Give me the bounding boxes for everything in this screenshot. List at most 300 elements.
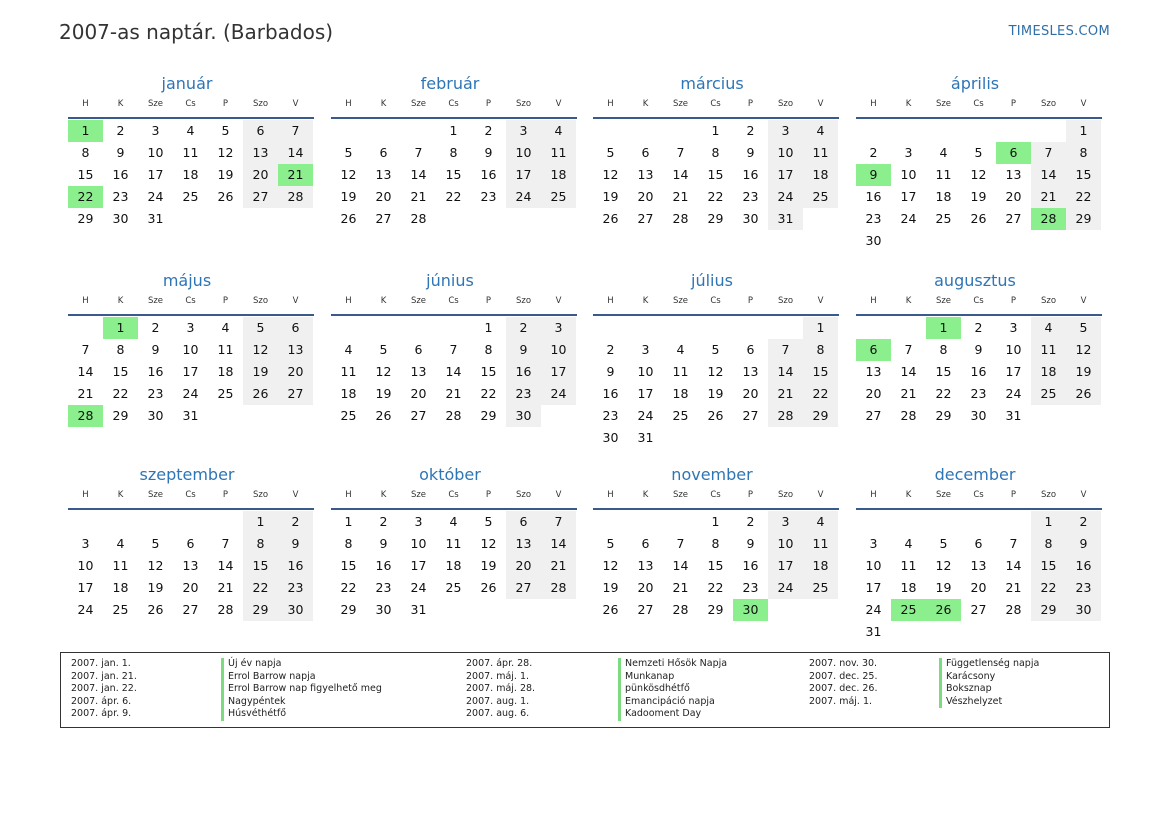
day-cell: 18 [112, 580, 129, 595]
day-cell: 18 [803, 164, 838, 186]
day-cell: 16 [278, 555, 313, 577]
weekday-label: Cs [448, 490, 459, 500]
empty-day-cell [856, 511, 891, 533]
day-cell: 26 [147, 602, 164, 617]
day-cell: 22 [243, 577, 278, 599]
day-cell: 12 [935, 558, 952, 573]
day-cell: 27 [182, 602, 199, 617]
empty-day-cell [138, 511, 173, 533]
day-cell: 19 [970, 189, 987, 204]
day-cell: 23 [865, 211, 882, 226]
month-name: január [161, 74, 213, 93]
day-cell: 15 [445, 167, 462, 182]
day-cell: 24 [77, 602, 94, 617]
weekday-label: K [905, 99, 912, 109]
weekday-label: K [380, 99, 387, 109]
day-cell: 25 [112, 602, 129, 617]
holiday-date: 2007. ápr. 6. [71, 695, 132, 707]
day-cell: 24 [768, 577, 803, 599]
weekday-label: V [817, 296, 824, 306]
day-cell: 7 [676, 536, 685, 551]
day-cell: 9 [484, 145, 493, 160]
day-cell: 17 [182, 364, 199, 379]
weekday-label: Cs [973, 99, 984, 109]
empty-day-cell [996, 511, 1031, 533]
weekday-label: K [380, 296, 387, 306]
day-cell: 16 [970, 364, 987, 379]
weekday-label: Sze [935, 296, 952, 306]
weekday-label: V [1080, 490, 1087, 500]
day-cell: 26 [340, 211, 357, 226]
day-cell: 12 [147, 558, 164, 573]
day-cell: 29 [243, 599, 278, 621]
day-cell: 14 [541, 533, 576, 555]
holiday-name: Nemzeti Hősök Napja [618, 658, 727, 671]
day-cell: 13 [637, 558, 654, 573]
weekday-label: Sze [935, 99, 952, 109]
day-cell: 2 [746, 514, 755, 529]
month-calendar [856, 464, 1102, 643]
day-cell: 4 [1031, 317, 1066, 339]
day-cell: 18 [541, 164, 576, 186]
day-cell: 27 [278, 383, 313, 405]
day-cell: 22 [480, 386, 497, 401]
holiday-date: 2007. dec. 26. [809, 683, 878, 695]
empty-day-cell [366, 317, 401, 339]
day-cell: 23 [278, 577, 313, 599]
day-cell: 1 [711, 514, 720, 529]
day-cell: 6 [746, 342, 755, 357]
day-cell: 30 [506, 405, 541, 427]
day-cell: 23 [506, 383, 541, 405]
weekday-label: H [607, 296, 614, 306]
day-cell: 14 [672, 558, 689, 573]
holiday-date: 2007. máj. 1. [466, 670, 530, 682]
day-cell: 11 [112, 558, 129, 573]
empty-day-cell [366, 120, 401, 142]
day-cell: 2 [746, 123, 755, 138]
day-cell: 23 [742, 580, 759, 595]
day-cell: 22 [340, 580, 357, 595]
day-cell: 17 [865, 580, 882, 595]
month-calendar [856, 270, 1102, 427]
holiday-name: Karácsony [939, 671, 995, 684]
day-cell: 18 [900, 580, 917, 595]
weekday-label: Cs [973, 296, 984, 306]
day-cell: 10 [77, 558, 94, 573]
day-cell: 28 [1005, 602, 1022, 617]
holiday-name: Húsvéthétfő [221, 708, 286, 721]
day-grid [593, 511, 838, 621]
day-cell: 22 [112, 386, 129, 401]
day-cell: 27 [637, 602, 654, 617]
day-cell: 22 [1031, 577, 1066, 599]
day-grid [68, 511, 313, 621]
day-cell: 24 [182, 386, 199, 401]
empty-day-cell [961, 511, 996, 533]
day-cell: 4 [344, 342, 353, 357]
day-cell: 10 [637, 364, 654, 379]
day-cell: 1 [711, 123, 720, 138]
day-cell: 7 [1009, 536, 1018, 551]
weekday-label: V [292, 296, 299, 306]
holiday-day-cell: 6 [856, 339, 891, 361]
holiday-date: 2007. aug. 1. [466, 695, 530, 707]
day-cell: 4 [449, 514, 458, 529]
day-cell: 4 [541, 120, 576, 142]
day-cell: 9 [746, 145, 755, 160]
day-cell: 17 [77, 580, 94, 595]
day-cell: 19 [243, 361, 278, 383]
day-cell: 8 [116, 342, 125, 357]
day-cell: 20 [1005, 189, 1022, 204]
weekday-label: Sze [147, 296, 164, 306]
day-cell: 17 [637, 386, 654, 401]
day-cell: 10 [768, 533, 803, 555]
weekday-label: V [292, 99, 299, 109]
day-cell: 16 [742, 167, 759, 182]
holiday-day-cell: 25 [891, 599, 926, 621]
day-cell: 15 [935, 364, 952, 379]
day-cell: 4 [116, 536, 125, 551]
empty-day-cell [996, 120, 1031, 142]
day-cell: 3 [541, 317, 576, 339]
holiday-day-cell: 9 [856, 164, 891, 186]
day-cell: 8 [711, 536, 720, 551]
day-cell: 19 [340, 189, 357, 204]
day-cell: 21 [672, 189, 689, 204]
day-cell: 7 [278, 120, 313, 142]
day-cell: 15 [1066, 164, 1101, 186]
empty-day-cell [173, 511, 208, 533]
day-cell: 30 [278, 599, 313, 621]
day-cell: 4 [221, 320, 230, 335]
weekday-label: V [555, 296, 562, 306]
empty-day-cell [68, 317, 103, 339]
day-cell: 12 [375, 364, 392, 379]
empty-day-cell [926, 511, 961, 533]
day-cell: 6 [278, 317, 313, 339]
day-cell: 5 [711, 342, 720, 357]
weekday-label: Szo [515, 490, 532, 500]
weekday-label: V [817, 99, 824, 109]
empty-day-cell [331, 120, 366, 142]
weekday-label: P [485, 99, 492, 109]
holiday-day-cell: 6 [996, 142, 1031, 164]
day-cell: 12 [707, 364, 724, 379]
day-cell: 27 [637, 211, 654, 226]
day-grid [856, 511, 1101, 643]
day-cell: 20 [410, 386, 427, 401]
day-cell: 28 [410, 211, 427, 226]
day-cell: 30 [970, 408, 987, 423]
weekday-label: Sze [672, 99, 689, 109]
weekday-header [856, 295, 1102, 316]
day-cell: 1 [449, 123, 458, 138]
day-cell: 29 [707, 602, 724, 617]
day-cell: 22 [707, 580, 724, 595]
day-cell: 10 [900, 167, 917, 182]
day-cell: 1 [1031, 511, 1066, 533]
day-cell: 29 [707, 211, 724, 226]
day-cell: 30 [742, 211, 759, 226]
day-cell: 4 [186, 123, 195, 138]
day-cell: 9 [506, 339, 541, 361]
day-cell: 23 [375, 580, 392, 595]
holiday-name: Boksznap [939, 683, 992, 696]
day-cell: 5 [221, 123, 230, 138]
day-cell: 23 [480, 189, 497, 204]
weekday-label: P [485, 490, 492, 500]
day-cell: 10 [410, 536, 427, 551]
empty-day-cell [401, 317, 436, 339]
weekday-label: Szo [777, 490, 794, 500]
weekday-label: Szo [252, 296, 269, 306]
day-cell: 14 [278, 142, 313, 164]
day-cell: 11 [182, 145, 199, 160]
month-calendar [331, 270, 577, 427]
day-cell: 31 [147, 211, 164, 226]
day-cell: 4 [939, 145, 948, 160]
day-cell: 22 [445, 189, 462, 204]
day-cell: 1 [803, 317, 838, 339]
day-cell: 1 [243, 511, 278, 533]
weekday-label: Sze [147, 99, 164, 109]
weekday-label: P [747, 490, 754, 500]
day-cell: 27 [506, 577, 541, 599]
day-cell: 18 [803, 555, 838, 577]
day-cell: 2 [484, 123, 493, 138]
month-calendar [593, 270, 839, 449]
day-cell: 19 [707, 386, 724, 401]
weekday-label: Cs [710, 296, 721, 306]
day-cell: 21 [445, 386, 462, 401]
day-cell: 20 [182, 580, 199, 595]
weekday-label: P [747, 99, 754, 109]
day-cell: 7 [414, 145, 423, 160]
day-cell: 19 [1066, 361, 1101, 383]
day-cell: 8 [81, 145, 90, 160]
day-cell: 5 [344, 145, 353, 160]
day-cell: 15 [243, 555, 278, 577]
day-cell: 17 [147, 167, 164, 182]
weekday-label: Cs [185, 296, 196, 306]
day-cell: 16 [112, 167, 129, 182]
weekday-label: Sze [935, 490, 952, 500]
day-cell: 5 [974, 145, 983, 160]
weekday-label: H [870, 490, 877, 500]
day-cell: 31 [410, 602, 427, 617]
empty-day-cell [68, 511, 103, 533]
day-cell: 2 [869, 145, 878, 160]
day-cell: 2 [974, 320, 983, 335]
weekday-label: H [82, 296, 89, 306]
day-cell: 2 [606, 342, 615, 357]
day-cell: 9 [151, 342, 160, 357]
day-cell: 11 [935, 167, 952, 182]
day-cell: 28 [217, 602, 234, 617]
day-cell: 19 [147, 580, 164, 595]
empty-day-cell [628, 511, 663, 533]
day-cell: 26 [1066, 383, 1101, 405]
day-cell: 16 [506, 361, 541, 383]
day-cell: 25 [445, 580, 462, 595]
day-cell: 20 [637, 580, 654, 595]
day-cell: 2 [379, 514, 388, 529]
day-cell: 8 [1031, 533, 1066, 555]
empty-day-cell [663, 511, 698, 533]
weekday-label: P [222, 296, 229, 306]
day-cell: 3 [869, 536, 878, 551]
day-cell: 18 [672, 386, 689, 401]
weekday-label: H [345, 99, 352, 109]
empty-day-cell [856, 120, 891, 142]
day-cell: 11 [445, 536, 462, 551]
day-cell: 8 [939, 342, 948, 357]
weekday-label: H [82, 490, 89, 500]
month-calendar [68, 270, 314, 427]
day-cell: 17 [541, 361, 576, 383]
day-cell: 30 [375, 602, 392, 617]
day-cell: 19 [480, 558, 497, 573]
day-cell: 8 [243, 533, 278, 555]
day-cell: 6 [243, 120, 278, 142]
weekday-label: P [747, 296, 754, 306]
weekday-label: H [870, 99, 877, 109]
day-cell: 22 [803, 383, 838, 405]
day-cell: 15 [1031, 555, 1066, 577]
day-cell: 3 [768, 120, 803, 142]
empty-day-cell [593, 120, 628, 142]
day-cell: 20 [243, 164, 278, 186]
weekday-label: Szo [1040, 99, 1057, 109]
day-cell: 3 [414, 514, 423, 529]
day-cell: 7 [449, 342, 458, 357]
day-cell: 27 [410, 408, 427, 423]
day-cell: 7 [541, 511, 576, 533]
day-cell: 28 [541, 577, 576, 599]
day-cell: 23 [970, 386, 987, 401]
weekday-label: Szo [777, 99, 794, 109]
day-cell: 12 [480, 536, 497, 551]
holiday-name: Munkanap [618, 671, 674, 684]
day-cell: 2 [116, 123, 125, 138]
day-cell: 29 [112, 408, 129, 423]
day-cell: 19 [935, 580, 952, 595]
day-cell: 20 [865, 386, 882, 401]
empty-day-cell [733, 317, 768, 339]
day-cell: 10 [541, 339, 576, 361]
day-cell: 20 [742, 386, 759, 401]
day-cell: 8 [484, 342, 493, 357]
holiday-day-cell: 26 [926, 599, 961, 621]
day-cell: 18 [935, 189, 952, 204]
day-cell: 31 [182, 408, 199, 423]
day-cell: 26 [602, 211, 619, 226]
weekday-label: P [1010, 296, 1017, 306]
holiday-name: Errol Barrow nap figyelhető meg [221, 683, 382, 696]
day-cell: 8 [449, 145, 458, 160]
day-cell: 30 [865, 233, 882, 248]
day-cell: 23 [147, 386, 164, 401]
empty-day-cell [961, 120, 996, 142]
day-cell: 29 [77, 211, 94, 226]
empty-day-cell [208, 511, 243, 533]
day-cell: 6 [379, 145, 388, 160]
day-cell: 15 [707, 558, 724, 573]
holiday-day-cell: 30 [733, 599, 768, 621]
day-cell: 12 [340, 167, 357, 182]
day-cell: 14 [1031, 164, 1066, 186]
day-cell: 21 [217, 580, 234, 595]
day-cell: 15 [707, 167, 724, 182]
day-cell: 12 [602, 558, 619, 573]
day-grid [331, 120, 576, 230]
day-cell: 22 [707, 189, 724, 204]
holiday-date: 2007. aug. 6. [466, 708, 530, 720]
day-grid [593, 317, 838, 449]
day-cell: 16 [147, 364, 164, 379]
day-cell: 16 [602, 386, 619, 401]
day-cell: 23 [602, 408, 619, 423]
day-cell: 4 [803, 511, 838, 533]
day-cell: 31 [768, 208, 803, 230]
day-cell: 7 [676, 145, 685, 160]
day-cell: 7 [81, 342, 90, 357]
weekday-label: K [117, 99, 124, 109]
day-cell: 31 [1005, 408, 1022, 423]
day-cell: 13 [375, 167, 392, 182]
empty-day-cell [593, 511, 628, 533]
day-cell: 10 [506, 142, 541, 164]
day-cell: 11 [803, 533, 838, 555]
weekday-label: K [117, 296, 124, 306]
day-cell: 15 [480, 364, 497, 379]
day-cell: 11 [340, 364, 357, 379]
empty-day-cell [698, 317, 733, 339]
day-cell: 24 [1005, 386, 1022, 401]
day-cell: 5 [606, 536, 615, 551]
month-calendar [68, 73, 314, 230]
day-cell: 21 [1031, 186, 1066, 208]
day-cell: 14 [672, 167, 689, 182]
day-cell: 14 [410, 167, 427, 182]
holiday-day-cell: 28 [1031, 208, 1066, 230]
day-cell: 8 [1066, 142, 1101, 164]
day-grid [331, 317, 576, 427]
day-cell: 28 [768, 405, 803, 427]
day-cell: 9 [974, 342, 983, 357]
day-cell: 6 [506, 511, 541, 533]
brand-link[interactable]: TIMESLES.COM [1008, 24, 1110, 39]
holiday-day-cell: 1 [68, 120, 103, 142]
weekday-label: V [555, 99, 562, 109]
day-cell: 18 [340, 386, 357, 401]
day-cell: 29 [480, 408, 497, 423]
day-cell: 21 [410, 189, 427, 204]
weekday-label: K [905, 490, 912, 500]
day-cell: 10 [768, 142, 803, 164]
day-cell: 26 [970, 211, 987, 226]
day-cell: 11 [672, 364, 689, 379]
empty-day-cell [331, 317, 366, 339]
empty-day-cell [891, 511, 926, 533]
day-cell: 1 [1066, 120, 1101, 142]
holiday-day-cell: 21 [278, 164, 313, 186]
weekday-label: H [82, 99, 89, 109]
day-cell: 11 [217, 342, 234, 357]
day-cell: 10 [865, 558, 882, 573]
